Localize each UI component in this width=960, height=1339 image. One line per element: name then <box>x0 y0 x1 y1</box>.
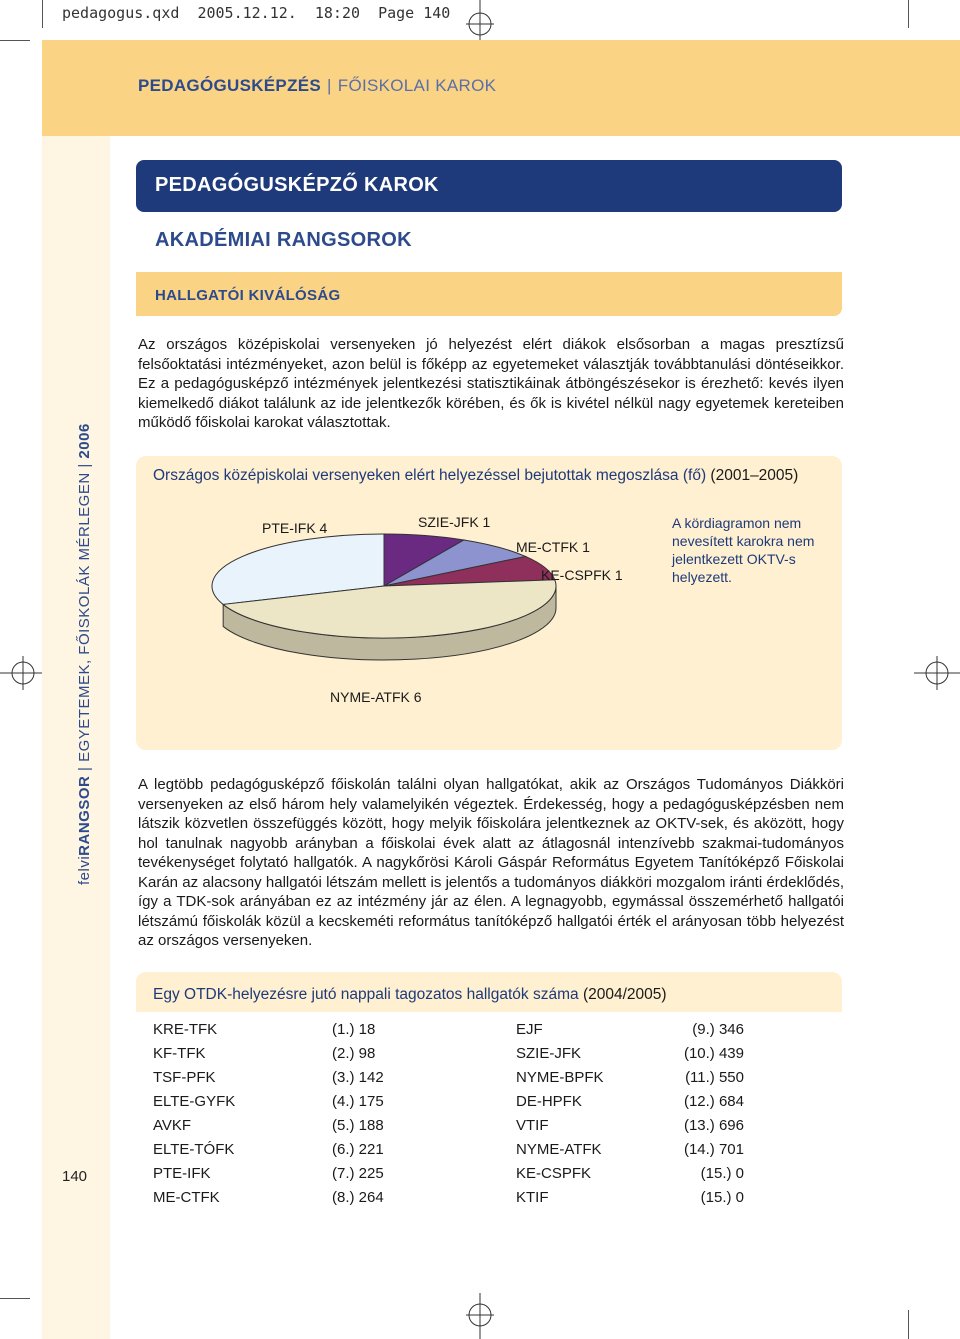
crop-line <box>0 1298 30 1299</box>
registration-mark-bottom-icon <box>460 1293 500 1339</box>
table-row-value: (5.) 188 <box>332 1117 384 1134</box>
chart-title-suffix: (2001–2005) <box>710 467 799 484</box>
header-sub: FŐISKOLAI KAROK <box>337 76 497 95</box>
running-header <box>138 76 496 96</box>
pie-chart <box>136 456 842 750</box>
intro-paragraph: Az országos középiskolai versenyeken jó helyezést elért diákok elsősorban a magas presztízsű felsőoktatási intézményeket, azon belül is főképp az egyetemeket választják továbbtanulási döntéseikkor. Ez a pedagógusképző intézmények jelentkezési statisztikáinak átböngészésekor is érezhető: kevés ilyen kiemelkedő diákot találunk az ide jelentkezők körében, és ők is kivétel nélkül nagy egyetemek kereteiben működő főiskolai karokat választottak. <box>138 336 844 431</box>
chart-note: A kördiagramon nem nevesített karokra nem jelentkezett OKTV-s helyezett. <box>672 515 815 585</box>
table-row-value: (7.) 225 <box>332 1165 384 1182</box>
table-row-name: TSF-PFK <box>153 1069 216 1086</box>
table-row-value: (13.) 696 <box>683 1117 744 1134</box>
table-row-name: ELTE-TÓFK <box>153 1141 235 1158</box>
table-title <box>153 986 667 1004</box>
sidebar-vertical-title: felviRANGSOR | EGYETEMEK, FŐISKOLÁK MÉRLEGEN | 2006 <box>76 423 93 885</box>
table-row-name: DE-HPFK <box>516 1093 582 1110</box>
table-row-name: KE-CSPFK <box>516 1165 592 1182</box>
table-title-suffix: (2004/2005) <box>582 986 667 1003</box>
table-row-value: (4.) 175 <box>332 1093 384 1110</box>
table-row-name: EJF <box>516 1021 543 1038</box>
table-row-name: VTIF <box>516 1117 549 1134</box>
table-row-value: (6.) 221 <box>332 1141 384 1158</box>
print-slug: pedagogus.qxd 2005.12.12. 18:20 Page 140 <box>62 4 451 22</box>
table-row-value: (11.) 550 <box>685 1069 744 1086</box>
table-row-value: (10.) 439 <box>683 1045 744 1062</box>
sidebar-section: EGYETEMEK, FŐISKOLÁK MÉRLEGEN <box>76 472 93 762</box>
table-row-value: (9.) 346 <box>692 1021 744 1038</box>
brand-prefix: felvi <box>76 855 93 885</box>
header-separator: | <box>327 76 332 95</box>
table-row-name: KTIF <box>516 1189 549 1206</box>
table-row-name: NYME-ATFK <box>516 1141 602 1158</box>
table-row-name: NYME-BPFK <box>516 1069 604 1086</box>
table-row-name: KF-TFK <box>153 1045 206 1062</box>
table-row-name: AVKF <box>153 1117 192 1134</box>
table-row-value: (15.) 0 <box>700 1189 744 1206</box>
table-row-name: ELTE-GYFK <box>153 1093 236 1110</box>
table-row-name: PTE-IFK <box>153 1165 211 1182</box>
crop-line <box>42 0 43 28</box>
page-title: PEDAGÓGUSKÉPZŐ KAROK <box>155 174 439 196</box>
registration-mark-left-icon <box>0 650 46 696</box>
pie-label-nyme-atfk: NYME-ATFK 6 <box>330 689 422 705</box>
sidebar-year: 2006 <box>76 423 93 459</box>
analysis-paragraph: A legtöbb pedagógusképző főiskolán találni olyan hallgatókat, akik az Országos Tudományos Diákköri versenyeken az első három hely valamelyikén végeztek. Érdekesség, hogy a pedagógusképzésben nem látszik közvetlen összefüggés között, hogy melyik főiskolára jelentkeznek az OKTV-sek, és aközött, hogy hol tanulnak nagyobb arányban a főiskolai évek alatt az átlagosnál intenzívebb szakmai-tudományos tevékenységet folytató hallgatók. A nagykőrösi Károli Gáspár Református Egyetem Tanítóképző Főiskolai Karán az alacsony hallgatói létszám mellett is jelentős a tudományos diákköri mozgalom iránti érdeklődés, így a TDK-sok arányában ez az intézmény jár az élen. A legnagyobb, egymással összemérhető hallgatói létszámú főiskolák közül a kecskeméti református tanítóképző hallgatói érték el arányosan több helyezést az országos versenyeken. <box>138 776 844 949</box>
crop-line <box>0 40 30 41</box>
table-row-value: (3.) 142 <box>332 1069 384 1086</box>
chart-title-main: Országos középiskolai versenyeken elért helyezéssel bejutottak megoszlása (fő) <box>153 467 707 484</box>
table-row-value: (15.) 0 <box>700 1165 744 1182</box>
table-row-value: (14.) 701 <box>683 1141 744 1158</box>
subsection-title: HALLGATÓI KIVÁLÓSÁG <box>155 287 341 304</box>
brand-name: RANGSOR <box>76 775 93 856</box>
pie-label-me-ctfk: ME-CTFK 1 <box>516 539 590 555</box>
pie-label-pte-ifk: PTE-IFK 4 <box>262 520 328 536</box>
crop-line <box>908 1310 909 1339</box>
page-number: 140 <box>62 1168 88 1185</box>
table-row-name: ME-CTFK <box>153 1189 220 1206</box>
crop-line <box>908 0 909 28</box>
registration-mark-right-icon <box>914 650 960 696</box>
pie-label-szie-jfk: SZIE-JFK 1 <box>418 514 491 530</box>
header-main: PEDAGÓGUSKÉPZÉS <box>138 76 322 95</box>
table-row-value: (8.) 264 <box>332 1189 384 1206</box>
table-row-value: (2.) 98 <box>332 1045 376 1062</box>
section-title: AKADÉMIAI RANGSOROK <box>155 229 412 251</box>
table-row-name: KRE-TFK <box>153 1021 218 1038</box>
pie-label-ke-cspfk: KE-CSPFK 1 <box>541 567 623 583</box>
table-title-main: Egy OTDK-helyezésre jutó nappali tagozatos hallgatók száma <box>153 986 579 1003</box>
table-row-value: (12.) 684 <box>683 1093 744 1110</box>
table-row-value: (1.) 18 <box>332 1021 376 1038</box>
table-row-name: SZIE-JFK <box>516 1045 582 1062</box>
